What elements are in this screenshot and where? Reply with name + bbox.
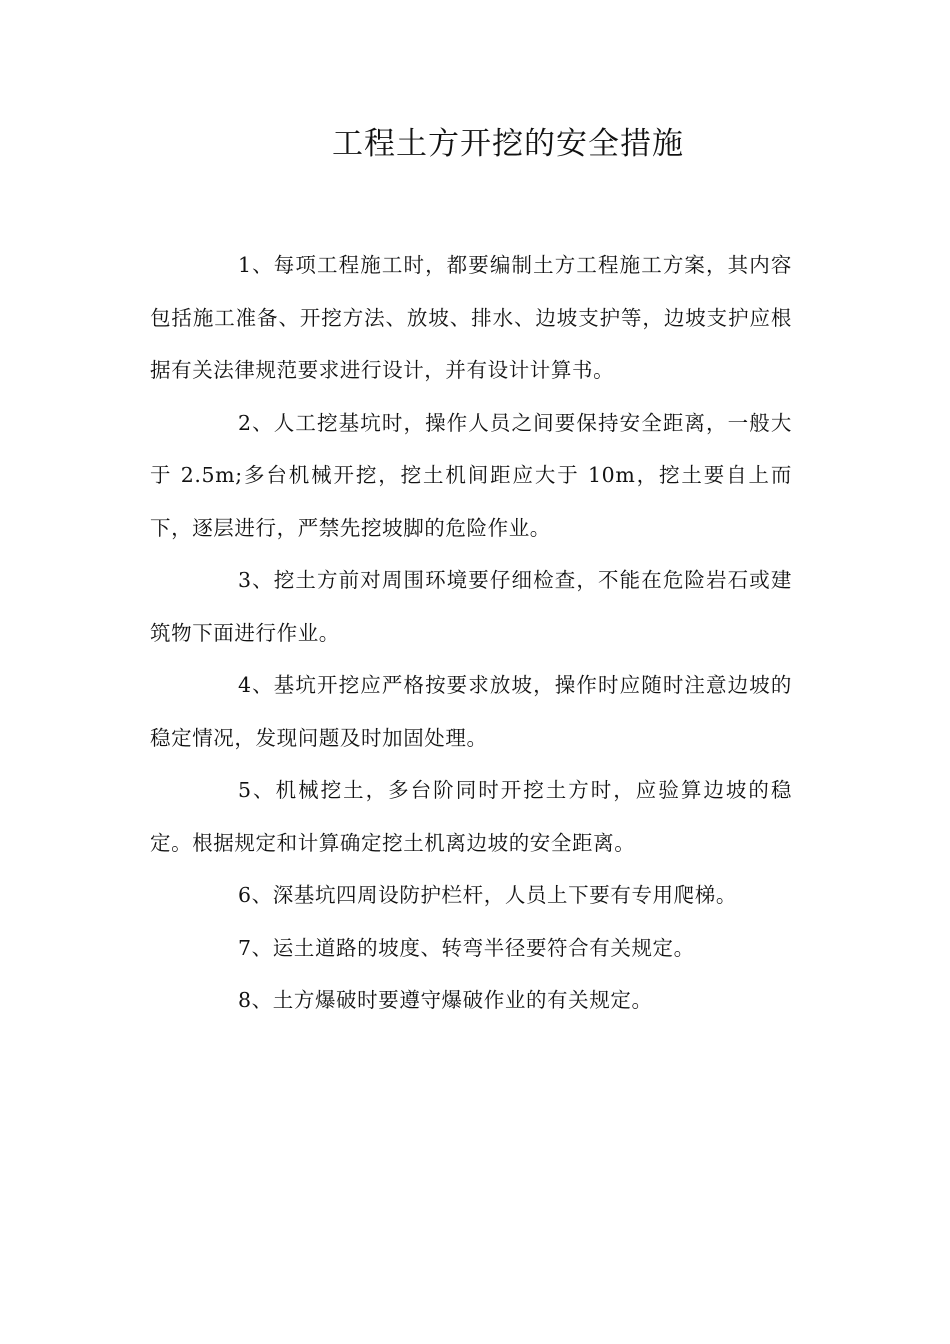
- paragraph-7: 7、运土道路的坡度、转弯半径要符合有关规定。: [238, 935, 695, 960]
- paragraph-8: 8、土方爆破时要遵守爆破作业的有关规定。: [238, 988, 653, 1012]
- paragraph-5: 5、机械挖土，多台阶同时开挖土方时，应验算边坡的稳定。根据规定和计算确定挖土机离边坡的安全距离。: [150, 778, 792, 855]
- document-title: 工程土方开挖的安全措施: [332, 126, 684, 162]
- paragraph-6: 6、深基坑四周设防护栏杆，人员上下要有专用爬梯。: [238, 883, 737, 907]
- document-body: [150, 239, 792, 1027]
- paragraph-4: 4、基坑开挖应严格按要求放坡，操作时应随时注意边坡的稳定情况，发现问题及时加固处理。: [150, 673, 792, 750]
- paragraph-2: 2、人工挖基坑时，操作人员之间要保持安全距离，一般大于 2.5m;多台机械开挖，挖土机间距应大于 10m，挖土要自上而下，逐层进行，严禁先挖坡脚的危险作业。: [150, 410, 792, 540]
- paragraph-3: 3、挖土方前对周围环境要仔细检查，不能在危险岩石或建筑物下面进行作业。: [150, 568, 792, 645]
- paragraph-1: 1、每项工程施工时，都要编制土方工程施工方案，其内容包括施工准备、开挖方法、放坡、排水、边坡支护等，边坡支护应根据有关法律规范要求进行设计，并有设计计算书。: [150, 253, 792, 382]
